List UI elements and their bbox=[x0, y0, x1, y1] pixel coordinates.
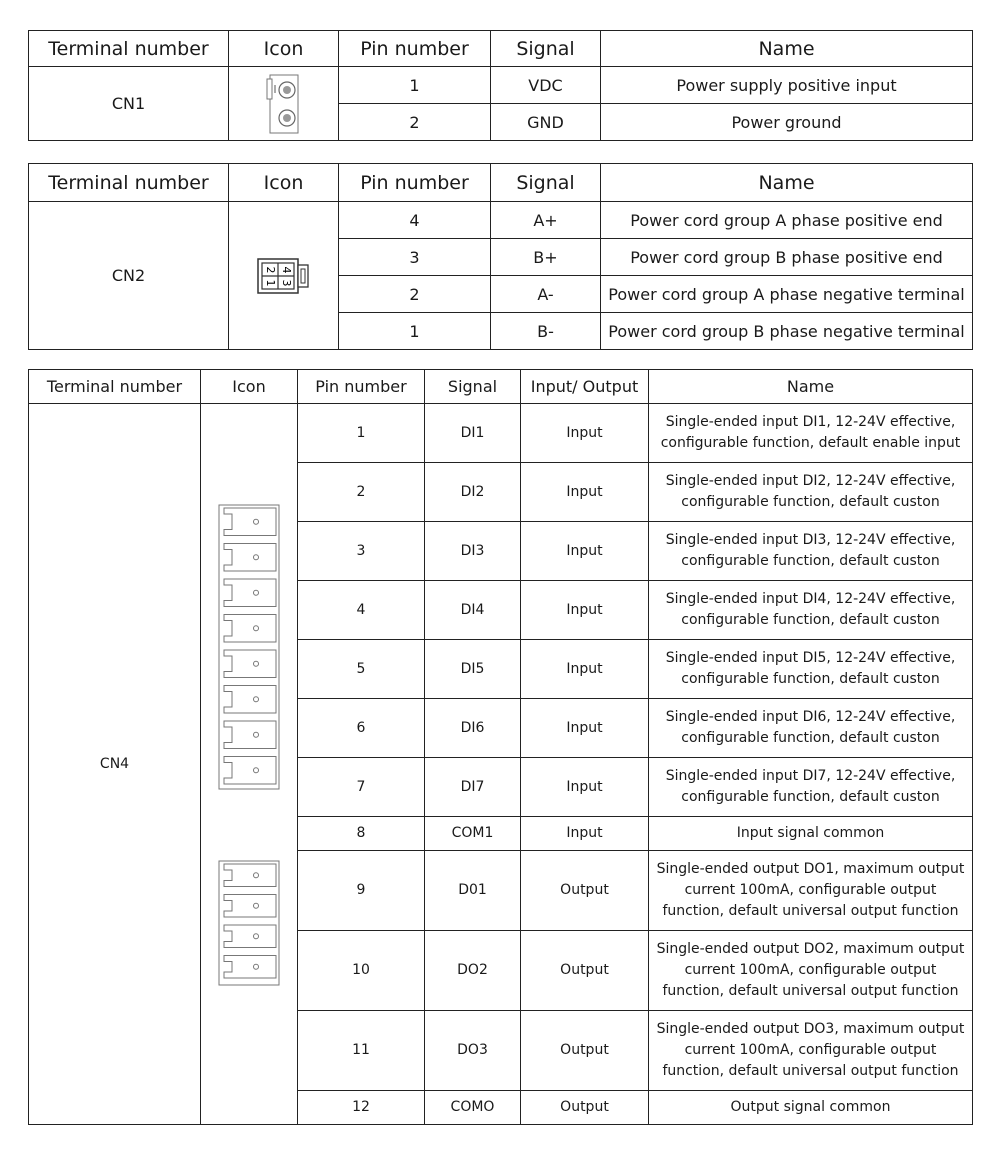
pin-cell: 1 bbox=[298, 404, 425, 463]
two-pin-screw-terminal-icon bbox=[229, 67, 339, 141]
io-cell: Input bbox=[521, 404, 649, 463]
four-pin-connector-icon bbox=[229, 202, 339, 350]
terminal-block-icon-cell bbox=[201, 404, 298, 1125]
pin-cell: 2 bbox=[339, 104, 491, 141]
signal-cell: DO3 bbox=[425, 1011, 521, 1091]
pin-cell: 11 bbox=[298, 1011, 425, 1091]
terminal-number-header: Terminal number bbox=[29, 370, 201, 404]
signal-cell: GND bbox=[491, 104, 601, 141]
terminal-cell: CN4 bbox=[29, 404, 201, 1125]
header-row bbox=[29, 370, 973, 404]
io-cell: Output bbox=[521, 931, 649, 1011]
signal-cell: A+ bbox=[491, 202, 601, 239]
signal-header: Signal bbox=[491, 164, 601, 202]
pin-cell: 12 bbox=[298, 1091, 425, 1125]
name-cell: Single-ended output DO1, maximum output current 100mA, configurable output function, default universal output function bbox=[649, 851, 973, 931]
pin-number-header: Pin number bbox=[339, 164, 491, 202]
signal-cell: VDC bbox=[491, 67, 601, 104]
signal-cell: A- bbox=[491, 276, 601, 313]
signal-cell: DI5 bbox=[425, 640, 521, 699]
pin-cell: 3 bbox=[339, 239, 491, 276]
name-header: Name bbox=[601, 164, 973, 202]
four-pin-terminal-block-icon bbox=[218, 860, 280, 986]
pin-cell: 1 bbox=[339, 313, 491, 350]
name-cell: Single-ended input DI5, 12-24V effective, configurable function, default custon bbox=[649, 640, 973, 699]
name-cell: Single-ended input DI1, 12-24V effective, configurable function, default enable input bbox=[649, 404, 973, 463]
signal-cell: DI6 bbox=[425, 699, 521, 758]
name-cell: Input signal common bbox=[649, 817, 973, 851]
name-cell: Single-ended input DI2, 12-24V effective, configurable function, default custon bbox=[649, 463, 973, 522]
signal-cell: COM1 bbox=[425, 817, 521, 851]
io-cell: Input bbox=[521, 463, 649, 522]
icon-header: Icon bbox=[229, 31, 339, 67]
terminal-cell: CN1 bbox=[29, 67, 229, 141]
signal-cell: B+ bbox=[491, 239, 601, 276]
icon-header: Icon bbox=[229, 164, 339, 202]
io-cell: Input bbox=[521, 581, 649, 640]
pin-cell: 8 bbox=[298, 817, 425, 851]
terminal-number-header: Terminal number bbox=[29, 164, 229, 202]
name-cell: Power cord group B phase positive end bbox=[601, 239, 973, 276]
name-cell: Single-ended input DI7, 12-24V effective, configurable function, default custon bbox=[649, 758, 973, 817]
connector-pin-label: 2 bbox=[263, 266, 277, 273]
io-cell: Output bbox=[521, 1091, 649, 1125]
eight-pin-terminal-block-icon bbox=[218, 504, 280, 790]
table-row bbox=[29, 404, 973, 463]
signal-header: Signal bbox=[425, 370, 521, 404]
io-cell: Output bbox=[521, 851, 649, 931]
terminal-number-header: Terminal number bbox=[29, 31, 229, 67]
pin-cell: 1 bbox=[339, 67, 491, 104]
name-cell: Power cord group A phase positive end bbox=[601, 202, 973, 239]
name-cell: Single-ended output DO3, maximum output current 100mA, configurable output function, default universal output function bbox=[649, 1011, 973, 1091]
io-cell: Output bbox=[521, 1011, 649, 1091]
signal-cell: DI4 bbox=[425, 581, 521, 640]
cn1-table bbox=[28, 30, 973, 141]
connector-pin-label: 3 bbox=[279, 279, 293, 286]
signal-cell: COMO bbox=[425, 1091, 521, 1125]
name-cell: Power cord group B phase negative terminal bbox=[601, 313, 973, 350]
io-cell: Input bbox=[521, 640, 649, 699]
table-row bbox=[29, 67, 973, 104]
cn4-table bbox=[28, 369, 973, 1125]
name-cell: Power cord group A phase negative terminal bbox=[601, 276, 973, 313]
input-output-header: Input/ Output bbox=[521, 370, 649, 404]
io-cell: Input bbox=[521, 758, 649, 817]
pin-cell: 7 bbox=[298, 758, 425, 817]
pin-cell: 10 bbox=[298, 931, 425, 1011]
pin-number-header: Pin number bbox=[339, 31, 491, 67]
name-cell: Output signal common bbox=[649, 1091, 973, 1125]
signal-cell: DI1 bbox=[425, 404, 521, 463]
pin-cell: 4 bbox=[298, 581, 425, 640]
name-cell: Power supply positive input bbox=[601, 67, 973, 104]
name-cell: Single-ended input DI4, 12-24V effective, configurable function, default custon bbox=[649, 581, 973, 640]
signal-cell: DO2 bbox=[425, 931, 521, 1011]
signal-cell: DI2 bbox=[425, 463, 521, 522]
signal-cell: D01 bbox=[425, 851, 521, 931]
table-row bbox=[29, 202, 973, 239]
cn2-table bbox=[28, 163, 973, 350]
io-cell: Input bbox=[521, 522, 649, 581]
header-row bbox=[29, 31, 973, 67]
signal-cell: DI3 bbox=[425, 522, 521, 581]
icon-header: Icon bbox=[201, 370, 298, 404]
connector-pin-label: 1 bbox=[263, 279, 277, 286]
pin-number-header: Pin number bbox=[298, 370, 425, 404]
terminal-cell: CN2 bbox=[29, 202, 229, 350]
io-cell: Input bbox=[521, 699, 649, 758]
name-header: Name bbox=[601, 31, 973, 67]
name-cell: Single-ended input DI6, 12-24V effective, configurable function, default custon bbox=[649, 699, 973, 758]
signal-header: Signal bbox=[491, 31, 601, 67]
pin-cell: 9 bbox=[298, 851, 425, 931]
pin-cell: 2 bbox=[298, 463, 425, 522]
name-cell: Power ground bbox=[601, 104, 973, 141]
pin-cell: 6 bbox=[298, 699, 425, 758]
name-header: Name bbox=[649, 370, 973, 404]
header-row bbox=[29, 164, 973, 202]
connector-pin-label: 4 bbox=[279, 266, 293, 273]
io-cell: Input bbox=[521, 817, 649, 851]
signal-cell: DI7 bbox=[425, 758, 521, 817]
pin-cell: 5 bbox=[298, 640, 425, 699]
pin-cell: 2 bbox=[339, 276, 491, 313]
pin-cell: 3 bbox=[298, 522, 425, 581]
name-cell: Single-ended output DO2, maximum output current 100mA, configurable output function, default universal output function bbox=[649, 931, 973, 1011]
pin-cell: 4 bbox=[339, 202, 491, 239]
signal-cell: B- bbox=[491, 313, 601, 350]
name-cell: Single-ended input DI3, 12-24V effective, configurable function, default custon bbox=[649, 522, 973, 581]
